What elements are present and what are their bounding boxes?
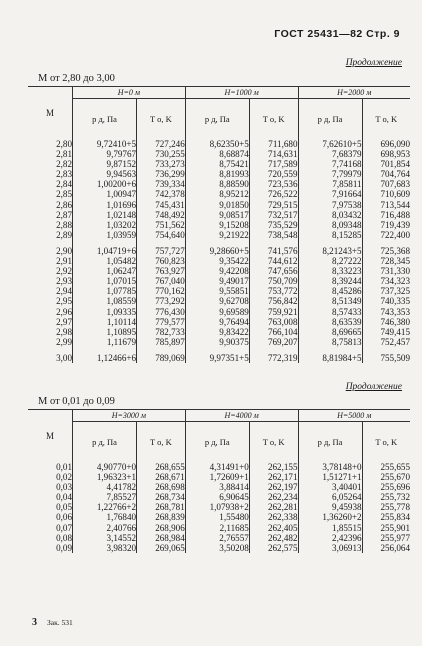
cell-mach: 2,90 [56, 245, 72, 256]
table-cell: 8,81984+5 [298, 353, 362, 363]
table-row [28, 533, 410, 543]
table-cell: 1,07785 [73, 286, 137, 296]
table-cell: 738,548 [249, 230, 298, 240]
table-cell: 8,03432 [298, 210, 362, 220]
table-cell: 733,273 [137, 159, 186, 169]
cell-mach: 2,81 [56, 149, 72, 160]
table-row [28, 492, 410, 502]
table-cell: 1,03202 [73, 220, 137, 230]
table-cell: 1,05482 [73, 256, 137, 266]
table-cell: 255,696 [362, 482, 410, 492]
table-cell: 760,823 [137, 256, 186, 266]
table-cell: 262,171 [249, 472, 298, 482]
table-cell: 1,01696 [73, 200, 137, 210]
table-cell: 2,40766 [73, 523, 137, 533]
cell-mach: 0,02 [56, 472, 72, 483]
table-cell: 268,734 [137, 492, 186, 502]
table-cell: 268,984 [137, 533, 186, 543]
table-cell: 9,01850 [185, 200, 249, 210]
table-cell: 7,97538 [298, 200, 362, 210]
table-cell: 3,98320 [73, 543, 137, 553]
continuation-label-2: Продолжение [345, 382, 402, 392]
table-cell: 728,345 [362, 256, 410, 266]
page-footer [32, 617, 73, 628]
table-cell: 725,368 [362, 246, 410, 256]
table-cell: 1,07938+2 [185, 502, 249, 512]
table-cell: 711,680 [249, 139, 298, 149]
sub-t: T о, K [249, 422, 298, 463]
section-title-2: М от 0,01 до 0,09 [38, 396, 115, 407]
cell-mach: 2,99 [56, 336, 72, 347]
table-cell: 2,11685 [185, 523, 249, 533]
table-cell: 255,901 [362, 523, 410, 533]
table-cell: 8,57433 [298, 307, 362, 317]
table-cell: 4,31491+0 [185, 462, 249, 472]
table-cell: 756,842 [249, 296, 298, 306]
table-cell: 785,897 [137, 337, 186, 347]
table-cell: 1,08559 [73, 296, 137, 306]
table-cell: 9,87152 [73, 159, 137, 169]
table-cell: 4,41782 [73, 482, 137, 492]
table-cell: 727,246 [137, 139, 186, 149]
table-cell: 8,15285 [298, 230, 362, 240]
col-h0: H=0 м [73, 87, 186, 99]
table-cell: 1,09335 [73, 307, 137, 317]
table-cell: 729,515 [249, 200, 298, 210]
table-cell: 776,430 [137, 307, 186, 317]
table-cell: 262,281 [249, 502, 298, 512]
table-cell: 9,08517 [185, 210, 249, 220]
table-cell: 7,85811 [298, 179, 362, 189]
table-cell: 747,656 [249, 266, 298, 276]
table-cell: 3,88414 [185, 482, 249, 492]
cell-mach: 2,98 [56, 326, 72, 337]
table-cell: 763,008 [249, 317, 298, 327]
cell-mach: 2,88 [56, 219, 72, 230]
table-cell: 262,338 [249, 512, 298, 522]
table-cell: 9,42208 [185, 266, 249, 276]
table-cell: 744,612 [249, 256, 298, 266]
table-cell: 730,255 [137, 149, 186, 159]
table-cell: 739,334 [137, 179, 186, 189]
table-cell: 268,655 [137, 462, 186, 472]
sub-pd: p д, Па [298, 422, 362, 463]
continuation-label-1: Продолжение [345, 58, 402, 68]
table-cell: 9,49017 [185, 276, 249, 286]
cell-mach: 2,87 [56, 209, 72, 220]
table-cell: 746,380 [362, 317, 410, 327]
table-cell: 262,197 [249, 482, 298, 492]
table-cell: 704,764 [362, 169, 410, 179]
table-cell: 4,90770+0 [73, 462, 137, 472]
table-row [28, 462, 410, 472]
table-row [28, 200, 410, 210]
cell-mach: 2,80 [56, 139, 72, 149]
table-cell: 8,39244 [298, 276, 362, 286]
table-cell: 1,03959 [73, 230, 137, 240]
table-cell: 7,68379 [298, 149, 362, 159]
table-cell: 255,655 [362, 462, 410, 472]
sub-pd: p д, Па [73, 99, 137, 140]
table-row [28, 169, 410, 179]
table-cell: 7,74168 [298, 159, 362, 169]
data-table-1 [28, 86, 410, 363]
table-row [28, 296, 410, 306]
table-cell: 262,155 [249, 462, 298, 472]
cell-mach: 2,84 [56, 179, 72, 190]
table-cell: 737,325 [362, 286, 410, 296]
table-row [28, 276, 410, 286]
cell-mach: 2,94 [56, 286, 72, 297]
col-h3000: H=3000 м [73, 410, 186, 422]
cell-mach: 0,01 [56, 462, 72, 472]
cell-mach: 2,95 [56, 296, 72, 307]
table-row [28, 353, 410, 363]
table-row [28, 337, 410, 347]
table-cell: 268,781 [137, 502, 186, 512]
cell-mach: 2,97 [56, 316, 72, 327]
sub-t: T о, K [137, 422, 186, 463]
table-cell: 255,670 [362, 472, 410, 482]
table-cell: 9,62708 [185, 296, 249, 306]
table-cell: 8,68874 [185, 149, 249, 159]
page-header: ГОСТ 25431—82 Стр. 9 [274, 28, 400, 40]
table-row [28, 543, 410, 553]
cell-mach: 3,00 [56, 352, 72, 363]
table-cell: 8,62350+5 [185, 139, 249, 149]
col-h4000: H=4000 м [185, 410, 298, 422]
sub-t: T о, K [362, 99, 410, 140]
table-cell: 1,07015 [73, 276, 137, 286]
table-cell: 1,06247 [73, 266, 137, 276]
table-cell: 3,78148+0 [298, 462, 362, 472]
table-row [28, 266, 410, 276]
table-cell: 9,79767 [73, 149, 137, 159]
table-cell: 766,104 [249, 327, 298, 337]
cell-mach: 2,92 [56, 266, 72, 277]
table-cell: 735,529 [249, 220, 298, 230]
table-cell: 3,14552 [73, 533, 137, 543]
table-cell: 1,11679 [73, 337, 137, 347]
sub-pd: p д, Па [298, 99, 362, 140]
table-cell: 741,576 [249, 246, 298, 256]
table-cell: 707,683 [362, 179, 410, 189]
table-row [28, 159, 410, 169]
table-row [28, 327, 410, 337]
table-row [28, 179, 410, 189]
table-cell: 255,778 [362, 502, 410, 512]
cell-mach: 2,89 [56, 229, 72, 240]
table-row [28, 230, 410, 240]
table-cell: 726,522 [249, 189, 298, 199]
table-cell: 719,439 [362, 220, 410, 230]
table-cell: 1,36260+2 [298, 512, 362, 522]
cell-mach: 2,91 [56, 256, 72, 267]
table-cell: 772,319 [249, 353, 298, 363]
table-cell: 268,671 [137, 472, 186, 482]
cell-mach: 0,08 [56, 532, 72, 543]
table-cell: 9,76494 [185, 317, 249, 327]
table-cell: 1,22766+2 [73, 502, 137, 512]
cell-mach: 2,82 [56, 159, 72, 170]
table-cell: 714,631 [249, 149, 298, 159]
table-cell: 770,162 [137, 286, 186, 296]
table-cell: 6,05264 [298, 492, 362, 502]
table-cell: 720,559 [249, 169, 298, 179]
order-note: Зак. 531 [47, 618, 73, 627]
table-cell: 8,33223 [298, 266, 362, 276]
table-cell: 740,335 [362, 296, 410, 306]
table-cell: 754,640 [137, 230, 186, 240]
table-cell: 262,482 [249, 533, 298, 543]
table-cell: 749,415 [362, 327, 410, 337]
table-cell: 1,10114 [73, 317, 137, 327]
table-cell: 8,27222 [298, 256, 362, 266]
table-cell: 9,97351+5 [185, 353, 249, 363]
table-row [28, 512, 410, 522]
cell-mach: 2,83 [56, 169, 72, 180]
table-cell: 1,10895 [73, 327, 137, 337]
page-number: 3 [32, 617, 37, 628]
table-cell: 8,95212 [185, 189, 249, 199]
table-cell: 8,75813 [298, 337, 362, 347]
cell-mach: 0,05 [56, 502, 72, 513]
table-cell: 1,85515 [298, 523, 362, 533]
section-title-1: М от 2,80 до 3,00 [38, 73, 115, 84]
table-row [28, 502, 410, 512]
sub-t: T о, K [362, 422, 410, 463]
table-cell: 2,76557 [185, 533, 249, 543]
col-h5000: H=5000 м [298, 410, 410, 422]
table-cell: 255,834 [362, 512, 410, 522]
table-cell: 789,069 [137, 353, 186, 363]
table-cell: 9,55851 [185, 286, 249, 296]
table-cell: 8,63539 [298, 317, 362, 327]
sub-pd: p д, Па [185, 99, 249, 140]
table-cell: 723,536 [249, 179, 298, 189]
col-m-header: М [28, 87, 73, 140]
sub-pd: p д, Па [185, 422, 249, 463]
table-cell: 1,96323+1 [73, 472, 137, 482]
table-cell: 742,378 [137, 189, 186, 199]
table-cell: 734,323 [362, 276, 410, 286]
table-row [28, 307, 410, 317]
table-cell: 752,457 [362, 337, 410, 347]
table-cell: 9,15208 [185, 220, 249, 230]
table-cell: 743,353 [362, 307, 410, 317]
table-cell: 269,065 [137, 543, 186, 553]
table-cell: 8,45286 [298, 286, 362, 296]
sub-t: T о, K [137, 99, 186, 140]
table-cell: 757,727 [137, 246, 186, 256]
table-cell: 255,732 [362, 492, 410, 502]
table-cell: 1,12466+6 [73, 353, 137, 363]
table-cell: 268,698 [137, 482, 186, 492]
table-cell: 9,28660+5 [185, 246, 249, 256]
table-cell: 255,977 [362, 533, 410, 543]
table-cell: 767,040 [137, 276, 186, 286]
col-h1000: H=1000 м [185, 87, 298, 99]
table-cell: 1,72609+1 [185, 472, 249, 482]
table-row [28, 523, 410, 533]
table-cell: 1,55480 [185, 512, 249, 522]
table-cell: 710,609 [362, 189, 410, 199]
cell-mach: 2,85 [56, 189, 72, 200]
cell-mach: 0,07 [56, 522, 72, 533]
table-row [28, 220, 410, 230]
table-cell: 9,83422 [185, 327, 249, 337]
table-cell: 7,91664 [298, 189, 362, 199]
table-cell: 696,090 [362, 139, 410, 149]
sub-pd: p д, Па [73, 422, 137, 463]
table-cell: 268,906 [137, 523, 186, 533]
table-cell: 753,772 [249, 286, 298, 296]
table-cell: 722,400 [362, 230, 410, 240]
table-cell: 1,76840 [73, 512, 137, 522]
table-cell: 9,90375 [185, 337, 249, 347]
table-cell: 256,064 [362, 543, 410, 553]
col-m-header: М [28, 410, 73, 463]
table-row [28, 256, 410, 266]
table-cell: 1,00947 [73, 189, 137, 199]
table-row [28, 189, 410, 199]
table-cell: 8,81993 [185, 169, 249, 179]
table-cell: 9,94563 [73, 169, 137, 179]
cell-mach: 0,03 [56, 482, 72, 493]
table-cell: 736,299 [137, 169, 186, 179]
table-cell: 698,953 [362, 149, 410, 159]
table-cell: 1,04719+6 [73, 246, 137, 256]
table-cell: 751,562 [137, 220, 186, 230]
table-cell: 8,09348 [298, 220, 362, 230]
table-cell: 9,45938 [298, 502, 362, 512]
table-cell: 8,88590 [185, 179, 249, 189]
cell-mach: 2,86 [56, 199, 72, 210]
table-cell: 701,854 [362, 159, 410, 169]
table-row [28, 210, 410, 220]
table-cell: 262,575 [249, 543, 298, 553]
table-row [28, 317, 410, 327]
table-row [28, 139, 410, 149]
table-cell: 755,509 [362, 353, 410, 363]
table-cell: 1,00200+6 [73, 179, 137, 189]
table-row [28, 246, 410, 256]
cell-mach: 0,06 [56, 512, 72, 523]
table-cell: 2,42396 [298, 533, 362, 543]
table-cell: 713,544 [362, 200, 410, 210]
table-cell: 763,927 [137, 266, 186, 276]
table-cell: 9,35422 [185, 256, 249, 266]
table-row [28, 482, 410, 492]
table-cell: 8,21243+5 [298, 246, 362, 256]
table-cell: 7,85527 [73, 492, 137, 502]
table-cell: 748,492 [137, 210, 186, 220]
table-cell: 8,51349 [298, 296, 362, 306]
table-cell: 731,330 [362, 266, 410, 276]
table-cell: 3,50208 [185, 543, 249, 553]
table-cell: 3,06913 [298, 543, 362, 553]
sub-t: T о, K [249, 99, 298, 140]
table-cell: 717,589 [249, 159, 298, 169]
table-cell: 9,21922 [185, 230, 249, 240]
table-row [28, 472, 410, 482]
table-cell: 750,709 [249, 276, 298, 286]
table-cell: 3,40401 [298, 482, 362, 492]
table-cell: 7,62610+5 [298, 139, 362, 149]
table-row [28, 149, 410, 159]
table-cell: 779,577 [137, 317, 186, 327]
table-cell: 7,79979 [298, 169, 362, 179]
table-cell: 9,69589 [185, 307, 249, 317]
table-cell: 262,405 [249, 523, 298, 533]
table-cell: 1,51271+1 [298, 472, 362, 482]
table-row [28, 286, 410, 296]
table-cell: 759,921 [249, 307, 298, 317]
table-cell: 716,488 [362, 210, 410, 220]
cell-mach: 2,93 [56, 276, 72, 287]
table-cell: 769,207 [249, 337, 298, 347]
table-cell: 782,733 [137, 327, 186, 337]
table-cell: 8,69665 [298, 327, 362, 337]
cell-mach: 0,09 [56, 542, 72, 553]
table-cell: 8,75421 [185, 159, 249, 169]
table-cell: 268,839 [137, 512, 186, 522]
table-cell: 1,02148 [73, 210, 137, 220]
cell-mach: 2,96 [56, 306, 72, 317]
table-cell: 745,431 [137, 200, 186, 210]
data-table-2 [28, 409, 410, 553]
table-cell: 6,90645 [185, 492, 249, 502]
table-cell: 732,517 [249, 210, 298, 220]
table-cell: 773,292 [137, 296, 186, 306]
cell-mach: 0,04 [56, 492, 72, 503]
table-cell: 9,72410+5 [73, 139, 137, 149]
col-h2000: H=2000 м [298, 87, 410, 99]
table-cell: 262,234 [249, 492, 298, 502]
